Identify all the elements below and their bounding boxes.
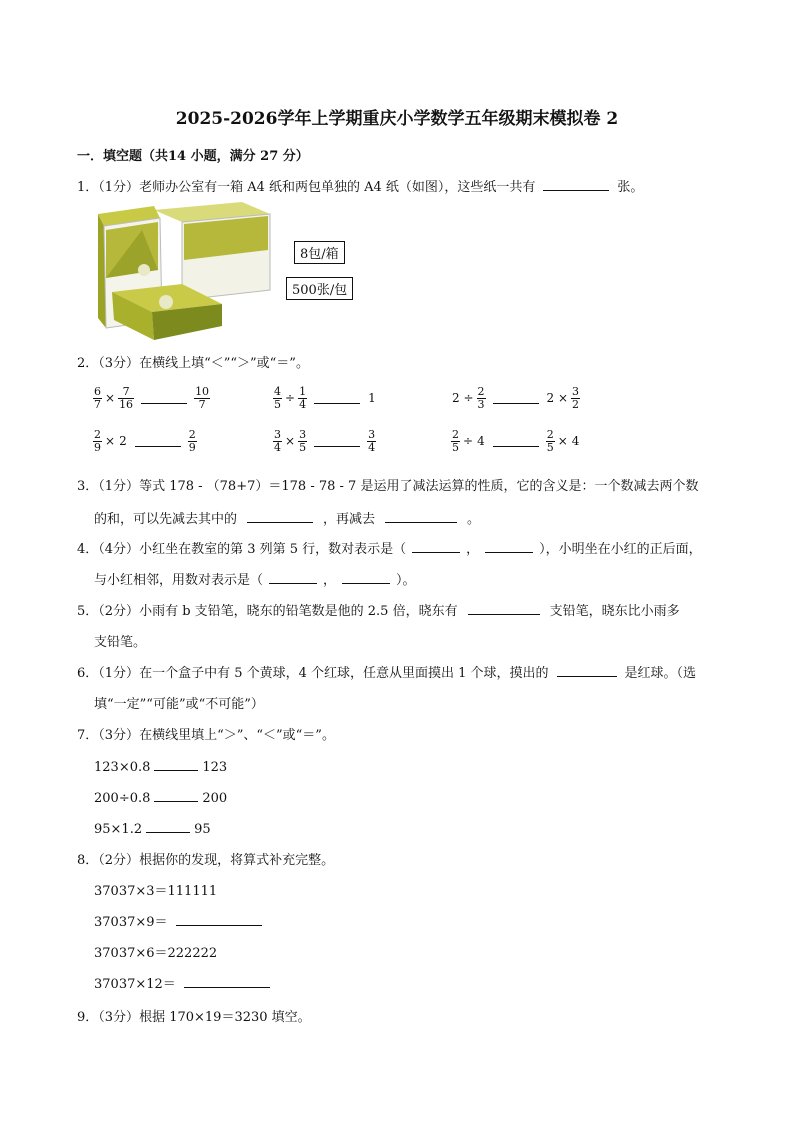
question-score: （1分） xyxy=(98,479,140,494)
compare-item-2-2: $\frac{4}{5}$ ÷ $\frac{1}{4}$ 1 xyxy=(274,384,376,411)
question-3-line-2: 的和，可以先减去其中的 ，再减去 。 xyxy=(94,508,480,527)
question-text: 在横线里填上“＞”、“＜”或“＝”。 xyxy=(139,728,335,743)
answer-blank[interactable] xyxy=(468,600,540,615)
question-number: 9． xyxy=(77,1010,99,1025)
box-quantity-label: 8包/箱 xyxy=(294,241,345,264)
question-text: 根据 170×19＝3230 填空。 xyxy=(139,1010,311,1025)
answer-blank[interactable] xyxy=(543,176,609,191)
equation-8-1: 37037×3＝111111 xyxy=(94,884,218,899)
compare-item-2-4: $\frac{2}{9}$ × 2 $\frac{2}{9}$ xyxy=(94,427,196,454)
equation-8-3: 37037×6＝222222 xyxy=(94,946,218,961)
answer-blank[interactable] xyxy=(493,393,539,404)
question-text: 等式 178 - （78+7）＝178 - 78 - 7 是运用了减法运算的性质，它的含义是：一个数减去两个数 xyxy=(139,479,699,494)
question-number: 6． xyxy=(77,666,99,681)
question-score: （3分） xyxy=(98,728,140,743)
compare-item-7-3: 95×1.2 95 xyxy=(94,818,211,837)
answer-blank[interactable] xyxy=(154,787,198,802)
answer-blank[interactable] xyxy=(385,508,457,523)
question-3 xyxy=(77,475,698,494)
section-heading: 一．填空题（共14 小题，满分 27 分） xyxy=(77,149,309,164)
question-7 xyxy=(77,724,335,743)
answer-blank[interactable] xyxy=(146,818,190,833)
page-title: 2025-2026学年上学期重庆小学数学五年级期末模拟卷 2 xyxy=(175,109,619,129)
equation-8-2: 37037×9＝ xyxy=(94,911,262,930)
answer-blank[interactable] xyxy=(412,538,460,553)
question-text-end: 张。 xyxy=(617,180,644,195)
question-score: （3分） xyxy=(98,356,140,371)
compare-item-2-3: 2 ÷ $\frac{2}{3}$ 2 × $\frac{3}{2}$ xyxy=(452,384,580,411)
answer-blank[interactable] xyxy=(485,538,533,553)
answer-blank[interactable] xyxy=(184,973,270,988)
compare-item-7-2: 200÷0.8 200 xyxy=(94,787,227,806)
answer-blank[interactable] xyxy=(314,393,360,404)
equation-8-4: 37037×12＝ xyxy=(94,973,270,992)
question-8 xyxy=(77,849,334,868)
question-number: 3． xyxy=(77,479,99,494)
answer-blank[interactable] xyxy=(141,393,187,404)
compare-item-2-5: $\frac{3}{4}$ × $\frac{3}{5}$ $\frac{3}{4}$ xyxy=(274,427,376,454)
answer-blank[interactable] xyxy=(557,662,617,677)
question-number: 8． xyxy=(77,853,99,868)
answer-blank[interactable] xyxy=(176,911,262,926)
question-6-line-2: 填“一定”“可能”或“不可能”） xyxy=(94,697,264,712)
answer-blank[interactable] xyxy=(314,436,360,447)
question-4: 4．（4分）小红坐在教室的第 3 列第 5 行，数对表示是（ ， ），小明坐在小红的正后面， xyxy=(77,538,702,557)
question-5-line-2: 支铅笔。 xyxy=(94,635,147,650)
question-number: 5． xyxy=(77,604,99,619)
question-score: （4分） xyxy=(98,542,140,557)
question-number: 7． xyxy=(77,728,99,743)
answer-blank[interactable] xyxy=(135,436,181,447)
question-number: 2． xyxy=(77,356,99,371)
question-number: 4． xyxy=(77,542,99,557)
question-text: 根据你的发现，将算式补充完整。 xyxy=(139,853,335,868)
pack-quantity-label: 500张/包 xyxy=(286,277,353,300)
answer-blank[interactable] xyxy=(493,436,539,447)
question-number: 1． xyxy=(77,180,99,195)
compare-item-7-1: 123×0.8 123 xyxy=(94,756,227,775)
question-9 xyxy=(77,1006,311,1025)
question-text: 老师办公室有一箱 A4 纸和两包单独的 A4 纸（如图），这些纸一共有 xyxy=(139,180,536,195)
a4-paper-box-image xyxy=(92,200,292,342)
question-score: （1分） xyxy=(98,180,140,195)
question-4-line-2: 与小红相邻，用数对表示是（ ， ）。 xyxy=(94,569,416,588)
question-text: 在横线上填“＜”“＞”或“＝”。 xyxy=(139,356,309,371)
question-1 xyxy=(77,176,643,195)
answer-blank[interactable] xyxy=(269,569,317,584)
question-score: （2分） xyxy=(98,853,140,868)
compare-item-2-1: $\frac{6}{7}$ × $\frac{7}{16}$ $\frac{10}{7}$ xyxy=(94,384,210,411)
answer-blank[interactable] xyxy=(154,756,198,771)
compare-item-2-6: $\frac{2}{5}$ ÷ 4 $\frac{2}{5}$ × 4 xyxy=(452,427,580,454)
answer-blank[interactable] xyxy=(247,508,313,523)
question-score: （1分） xyxy=(98,666,140,681)
question-2 xyxy=(77,352,309,371)
question-5: 5．（2分）小雨有 b 支铅笔，晓东的铅笔数是他的 2.5 倍，晓东有 支铅笔，晓东比小雨多 xyxy=(77,600,680,619)
answer-blank[interactable] xyxy=(342,569,390,584)
question-score: （2分） xyxy=(98,604,140,619)
question-score: （3分） xyxy=(98,1010,140,1025)
question-6: 6．（1分）在一个盒子中有 5 个黄球，4 个红球，任意从里面摸出 1 个球，摸出的 是红球。（选 xyxy=(77,662,696,681)
